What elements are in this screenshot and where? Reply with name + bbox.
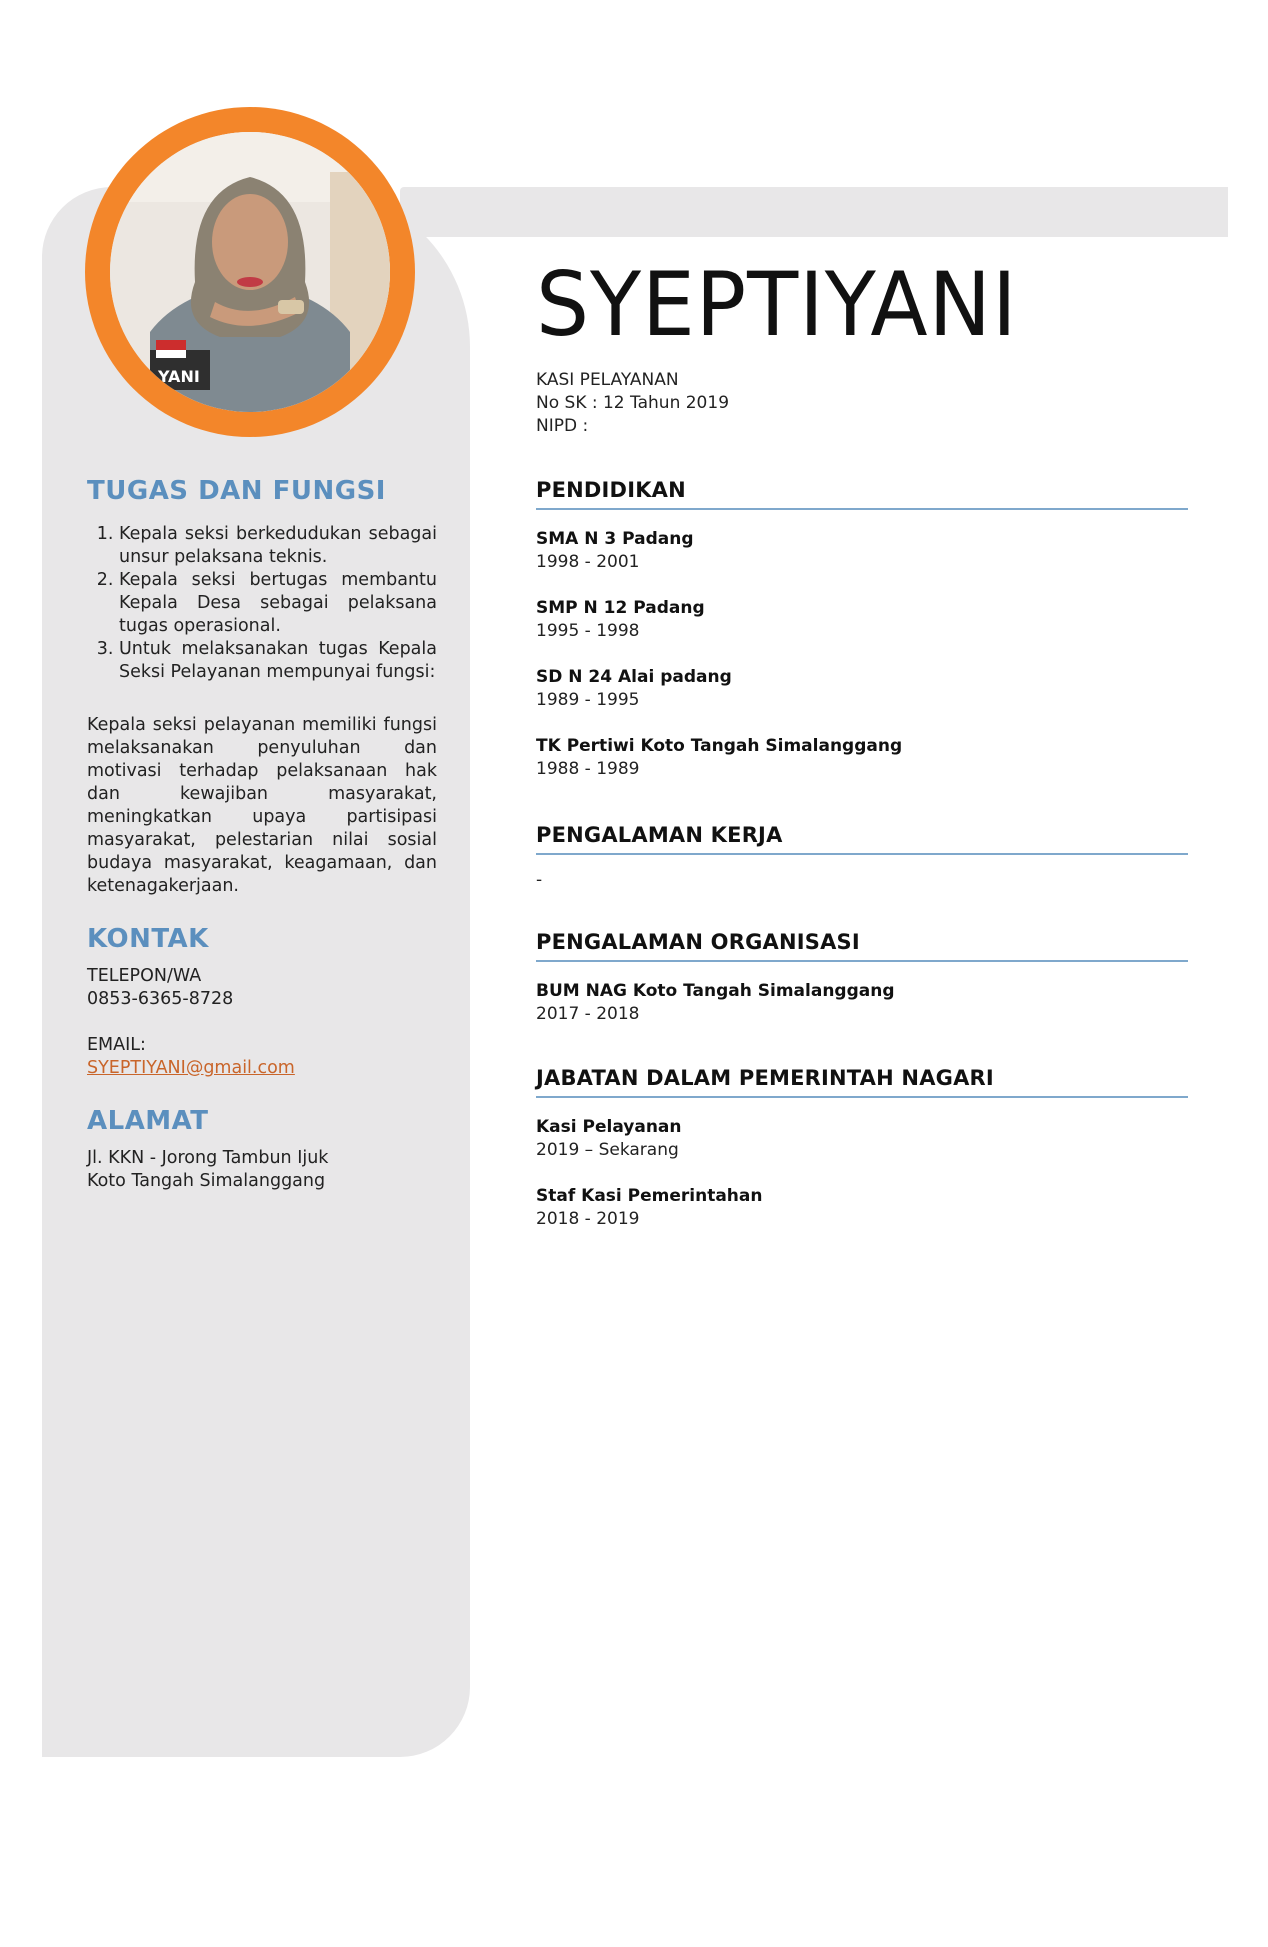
list-item: 1. Kepala seksi berkedudukan sebagai unsur pelaksana teknis. (119, 523, 437, 569)
tugas-description: Kepala seksi pelayanan memiliki fungsi melaksanakan penyuluhan dan motivasi terhadap pelaksanaan hak dan kewajiban masyarakat, meningkatkan upaya partisipasi masyarakat, pelestarian nilai sosial budaya masyarakat, keagamaan, dan ketenagakerjaan. (87, 715, 437, 896)
entry-years: 2018 - 2019 (536, 1209, 640, 1229)
right-column (536, 255, 1188, 1231)
entry-years: 1989 - 1995 (536, 690, 640, 710)
contact-block (87, 965, 437, 1080)
education-entry (536, 597, 1188, 643)
tugas-heading: TUGAS DAN FUNGSI (87, 476, 386, 506)
header-band (400, 187, 1228, 237)
section-pengalaman-organisasi (536, 930, 1188, 1026)
education-entry (536, 666, 1188, 712)
address-line-2: Koto Tangah Simalanggang (87, 1171, 326, 1191)
entry-title: BUM NAG Koto Tangah Simalanggang (536, 981, 895, 1001)
entry-years: 2019 – Sekarang (536, 1140, 679, 1160)
entry-title: SD N 24 Alai padang (536, 667, 732, 687)
entry-title: SMA N 3 Padang (536, 529, 694, 549)
left-column (87, 476, 437, 1193)
entry-years: 1988 - 1989 (536, 759, 640, 779)
position-entry (536, 1116, 1188, 1162)
education-entry (536, 528, 1188, 574)
email-label: EMAIL: (87, 1035, 146, 1055)
entry-years: 2017 - 2018 (536, 1004, 640, 1024)
position-entry (536, 1185, 1188, 1231)
entry-years: 1995 - 1998 (536, 621, 640, 641)
pendidikan-heading: PENDIDIKAN (536, 478, 1188, 510)
person-name: SYEPTIYANI (536, 253, 1018, 356)
address-block (87, 1147, 437, 1193)
address-line-1: Jl. KKN - Jorong Tambun Ijuk (87, 1148, 329, 1168)
jabatan-heading: JABATAN DALAM PEMERINTAH NAGARI (536, 1066, 1188, 1098)
profile-meta (536, 369, 1188, 438)
section-pendidikan (536, 478, 1188, 781)
photo-badge-text: YANI (158, 367, 200, 386)
entry-title: SMP N 12 Padang (536, 598, 705, 618)
tugas-list (87, 523, 437, 684)
kontak-heading: KONTAK (87, 924, 209, 954)
entry-title: TK Pertiwi Koto Tangah Simalanggang (536, 736, 903, 756)
section-jabatan (536, 1066, 1188, 1231)
position-text: KASI PELAYANAN (536, 370, 679, 390)
sk-text: No SK : 12 Tahun 2019 (536, 393, 730, 413)
profile-photo (110, 132, 390, 412)
phone-label: TELEPON/WA (87, 966, 202, 986)
alamat-heading: ALAMAT (87, 1106, 209, 1136)
organization-entry (536, 980, 1188, 1026)
section-pengalaman-kerja (536, 823, 1188, 892)
email-link[interactable]: SYEPTIYANI@gmail.com (87, 1058, 295, 1078)
list-item: 3. Untuk melaksanakan tugas Kepala Seksi Pelayanan mempunyai fungsi: (119, 638, 437, 684)
nipd-text: NIPD : (536, 416, 589, 436)
entry-years: 1998 - 2001 (536, 552, 640, 572)
education-entry (536, 735, 1188, 781)
entry-title: Staf Kasi Pemerintahan (536, 1186, 763, 1206)
list-item: 2. Kepala seksi bertugas membantu Kepala Desa sebagai pelaksana tugas operasional. (119, 569, 437, 638)
phone-value: 0853-6365-8728 (87, 989, 234, 1009)
pengalaman-kerja-heading: PENGALAMAN KERJA (536, 823, 1188, 855)
entry-title: Kasi Pelayanan (536, 1117, 682, 1137)
pengalaman-organisasi-heading: PENGALAMAN ORGANISASI (536, 930, 1188, 962)
pengalaman-kerja-value: - (536, 870, 543, 890)
